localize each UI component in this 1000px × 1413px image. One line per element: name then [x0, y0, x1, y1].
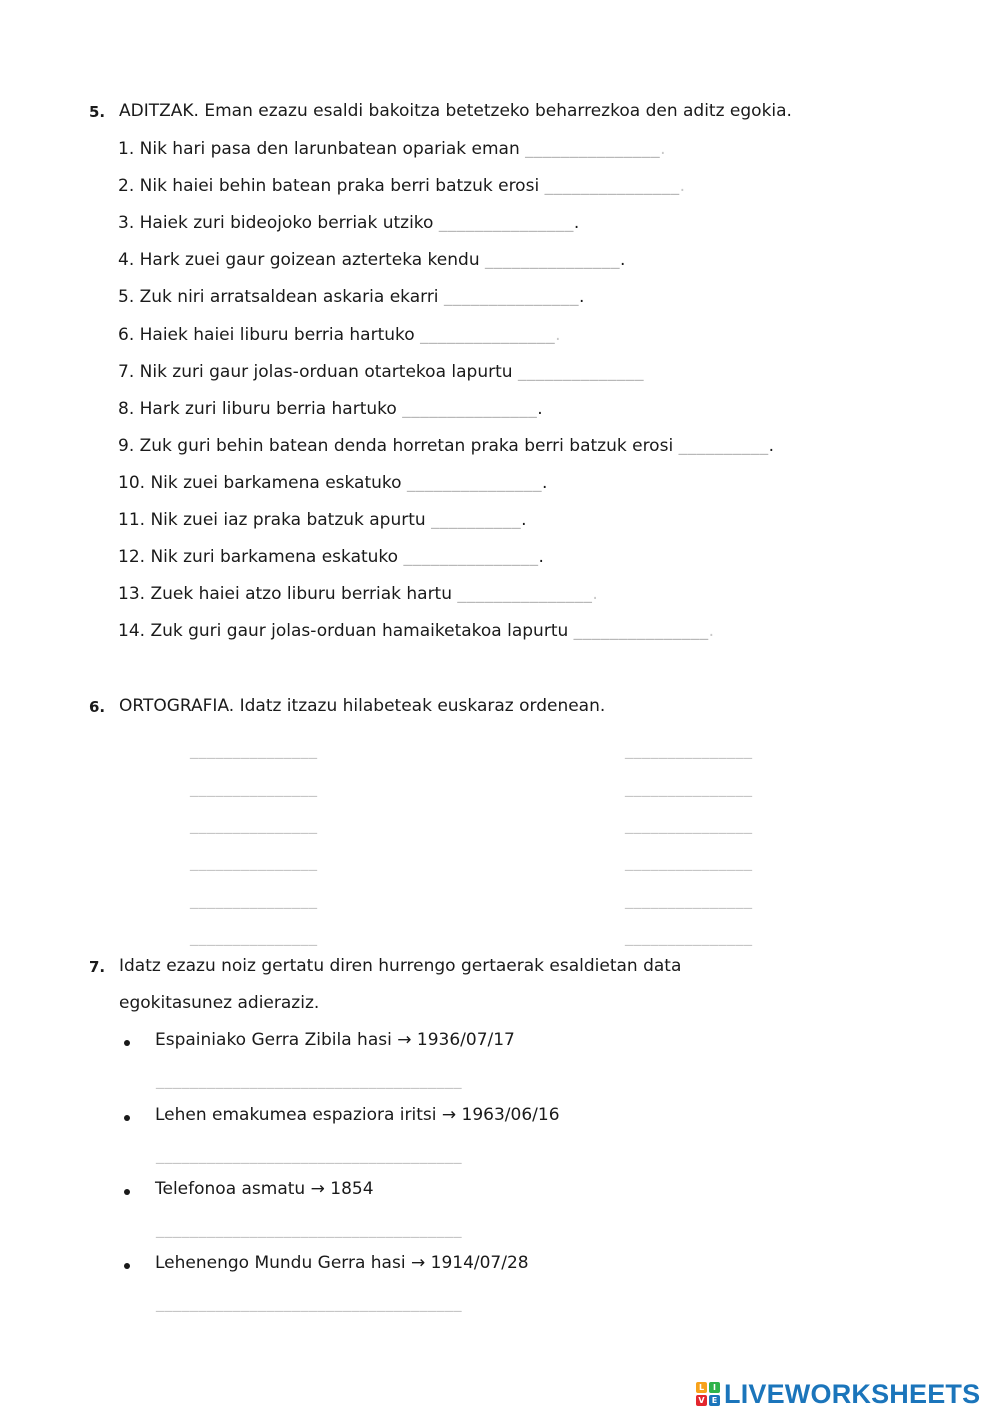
sentence-end: . [537, 399, 543, 419]
exercise-item-text: 4. Hark zuei gaur goizean azterteka kendu [118, 250, 480, 270]
event-answer-blank[interactable]: ____________________________________ [156, 1145, 462, 1164]
month-blank-9[interactable]: _______________ [625, 815, 753, 834]
logo-text: LIVEWORKSHEETS [724, 1378, 981, 1409]
answer-blank[interactable]: _______________ [485, 250, 621, 270]
exercise-item [118, 249, 625, 271]
exercise-item-text: 10. Nik zuei barkamena eskatuko [118, 473, 402, 493]
logo-letter-l: L [696, 1382, 707, 1393]
answer-blank[interactable]: __________ [431, 510, 522, 530]
sentence-end: . [555, 325, 561, 345]
event-text: Telefonoa asmatu [155, 1179, 306, 1199]
exercise-item [118, 620, 714, 642]
event-text: Lehenengo Mundu Gerra hasi [155, 1253, 406, 1273]
exercise-item-text: 3. Haiek zuri bideojoko berriak utziko [118, 213, 434, 233]
event-date: 1936/07/17 [416, 1030, 515, 1050]
exercise-item [118, 324, 560, 346]
answer-blank[interactable]: _______________ [438, 213, 574, 233]
sentence-end: . [708, 621, 715, 641]
section-5-title: ADITZAK. [119, 101, 199, 121]
month-blank-7[interactable]: _______________ [625, 740, 753, 759]
arrow-right-icon: → [310, 1179, 325, 1199]
event-item [155, 1178, 374, 1200]
month-blank-6[interactable]: _______________ [190, 927, 318, 946]
event-date: 1963/06/16 [461, 1105, 560, 1125]
event-date: 1914/07/28 [430, 1253, 529, 1273]
event-date: 1854 [330, 1179, 374, 1199]
exercise-item [118, 138, 666, 160]
answer-blank[interactable]: ______________ [517, 362, 644, 382]
answer-blank[interactable]: _______________ [402, 399, 538, 419]
answer-blank[interactable]: _______________ [420, 325, 556, 345]
event-answer-blank[interactable]: ____________________________________ [156, 1070, 462, 1089]
section-7-instruction-line-1: Idatz ezazu noiz gertatu diren hurrengo gertaerak esaldietan data [119, 956, 682, 976]
answer-blank[interactable]: _______________ [457, 584, 593, 604]
event-answer-blank[interactable]: ____________________________________ [156, 1293, 462, 1312]
exercise-item-text: 8. Hark zuri liburu berria hartuko [118, 399, 397, 419]
answer-blank[interactable]: _______________ [403, 547, 539, 567]
section-6-number: 6. [89, 698, 106, 716]
arrow-right-icon: → [441, 1105, 457, 1125]
event-item [155, 1029, 515, 1051]
sentence-end: . [592, 584, 598, 604]
exercise-item-text: 9. Zuk guri behin batean denda horretan praka berri batzuk erosi [118, 436, 674, 456]
event-text: Lehen emakumea espaziora iritsi [155, 1105, 437, 1125]
sentence-end: . [538, 547, 544, 567]
event-text: Espainiako Gerra Zibila hasi [155, 1030, 392, 1050]
section-7-number: 7. [89, 958, 106, 976]
exercise-item [118, 583, 598, 605]
month-blank-1[interactable]: _______________ [190, 740, 318, 759]
exercise-item-text: 11. Nik zuei iaz praka batzuk apurtu [118, 510, 426, 530]
sentence-end: . [578, 287, 585, 307]
exercise-item-text: 14. Zuk guri gaur jolas-orduan hamaiketakoa lapurtu [118, 621, 569, 641]
month-blank-11[interactable]: _______________ [625, 890, 753, 909]
exercise-item [118, 212, 579, 234]
logo-letter-v: V [696, 1395, 707, 1406]
sentence-end: . [573, 213, 580, 233]
liveworksheets-logo [696, 1377, 980, 1411]
exercise-item [118, 361, 644, 383]
logo-letter-e: E [709, 1395, 720, 1406]
exercise-item [118, 509, 527, 531]
arrow-right-icon: → [410, 1253, 426, 1273]
sentence-end: . [768, 436, 774, 456]
exercise-item-text: 2. Nik haiei behin batean praka berri batzuk erosi [118, 176, 540, 196]
exercise-item-text: 1. Nik hari pasa den larunbatean opariak eman [118, 139, 520, 159]
sentence-end: . [541, 473, 548, 493]
bullet-icon [124, 1263, 130, 1269]
month-blank-2[interactable]: _______________ [190, 778, 318, 797]
exercise-item [118, 286, 584, 308]
arrow-right-icon: → [397, 1030, 412, 1050]
logo-letter-i: I [709, 1382, 720, 1393]
exercise-item-text: 12. Nik zuri barkamena eskatuko [118, 547, 399, 567]
sentence-end: . [679, 176, 685, 196]
exercise-item-text: 5. Zuk niri arratsaldean askaria ekarri [118, 287, 439, 307]
exercise-item [118, 175, 685, 197]
exercise-item [118, 546, 544, 568]
event-item [155, 1252, 529, 1274]
answer-blank[interactable]: _______________ [406, 473, 542, 493]
section-6-instruction: Idatz itzazu hilabeteak euskaraz ordenean. [239, 696, 606, 716]
answer-blank[interactable]: _______________ [443, 287, 579, 307]
bullet-icon [124, 1189, 130, 1195]
answer-blank[interactable]: _______________ [525, 139, 661, 159]
month-blank-12[interactable]: _______________ [625, 927, 753, 946]
section-7-instruction-line-2: egokitasunez adieraziz. [119, 993, 320, 1013]
answer-blank[interactable]: _______________ [573, 621, 709, 641]
exercise-item-text: 13. Zuek haiei atzo liburu berriak hartu [118, 584, 452, 604]
bullet-icon [124, 1040, 130, 1046]
section-5-number: 5. [89, 103, 106, 121]
section-5-instruction: Eman ezazu esaldi bakoitza betetzeko beharrezkoa den aditz egokia. [204, 101, 792, 121]
logo-mark-icon [696, 1382, 720, 1406]
exercise-item [118, 398, 543, 420]
exercise-item [118, 472, 547, 494]
month-blank-3[interactable]: _______________ [190, 815, 318, 834]
answer-blank[interactable]: _______________ [544, 176, 680, 196]
month-blank-5[interactable]: _______________ [190, 890, 318, 909]
sentence-end: . [521, 510, 527, 530]
section-6-title: ORTOGRAFIA. [119, 696, 235, 716]
section-5-heading [119, 100, 792, 122]
sentence-end: . [660, 139, 666, 159]
exercise-item-text: 7. Nik zuri gaur jolas-orduan otartekoa lapurtu [118, 362, 513, 382]
event-item [155, 1104, 560, 1126]
month-blank-4[interactable]: _______________ [190, 852, 318, 871]
month-blank-8[interactable]: _______________ [625, 778, 753, 797]
month-blank-10[interactable]: _______________ [625, 852, 753, 871]
exercise-item [118, 435, 774, 457]
sentence-end: . [620, 250, 626, 270]
event-answer-blank[interactable]: ____________________________________ [156, 1219, 462, 1238]
section-6-heading [119, 695, 605, 717]
answer-blank[interactable]: __________ [678, 436, 769, 456]
exercise-item-text: 6. Haiek haiei liburu berria hartuko [118, 325, 415, 345]
bullet-icon [124, 1115, 130, 1121]
